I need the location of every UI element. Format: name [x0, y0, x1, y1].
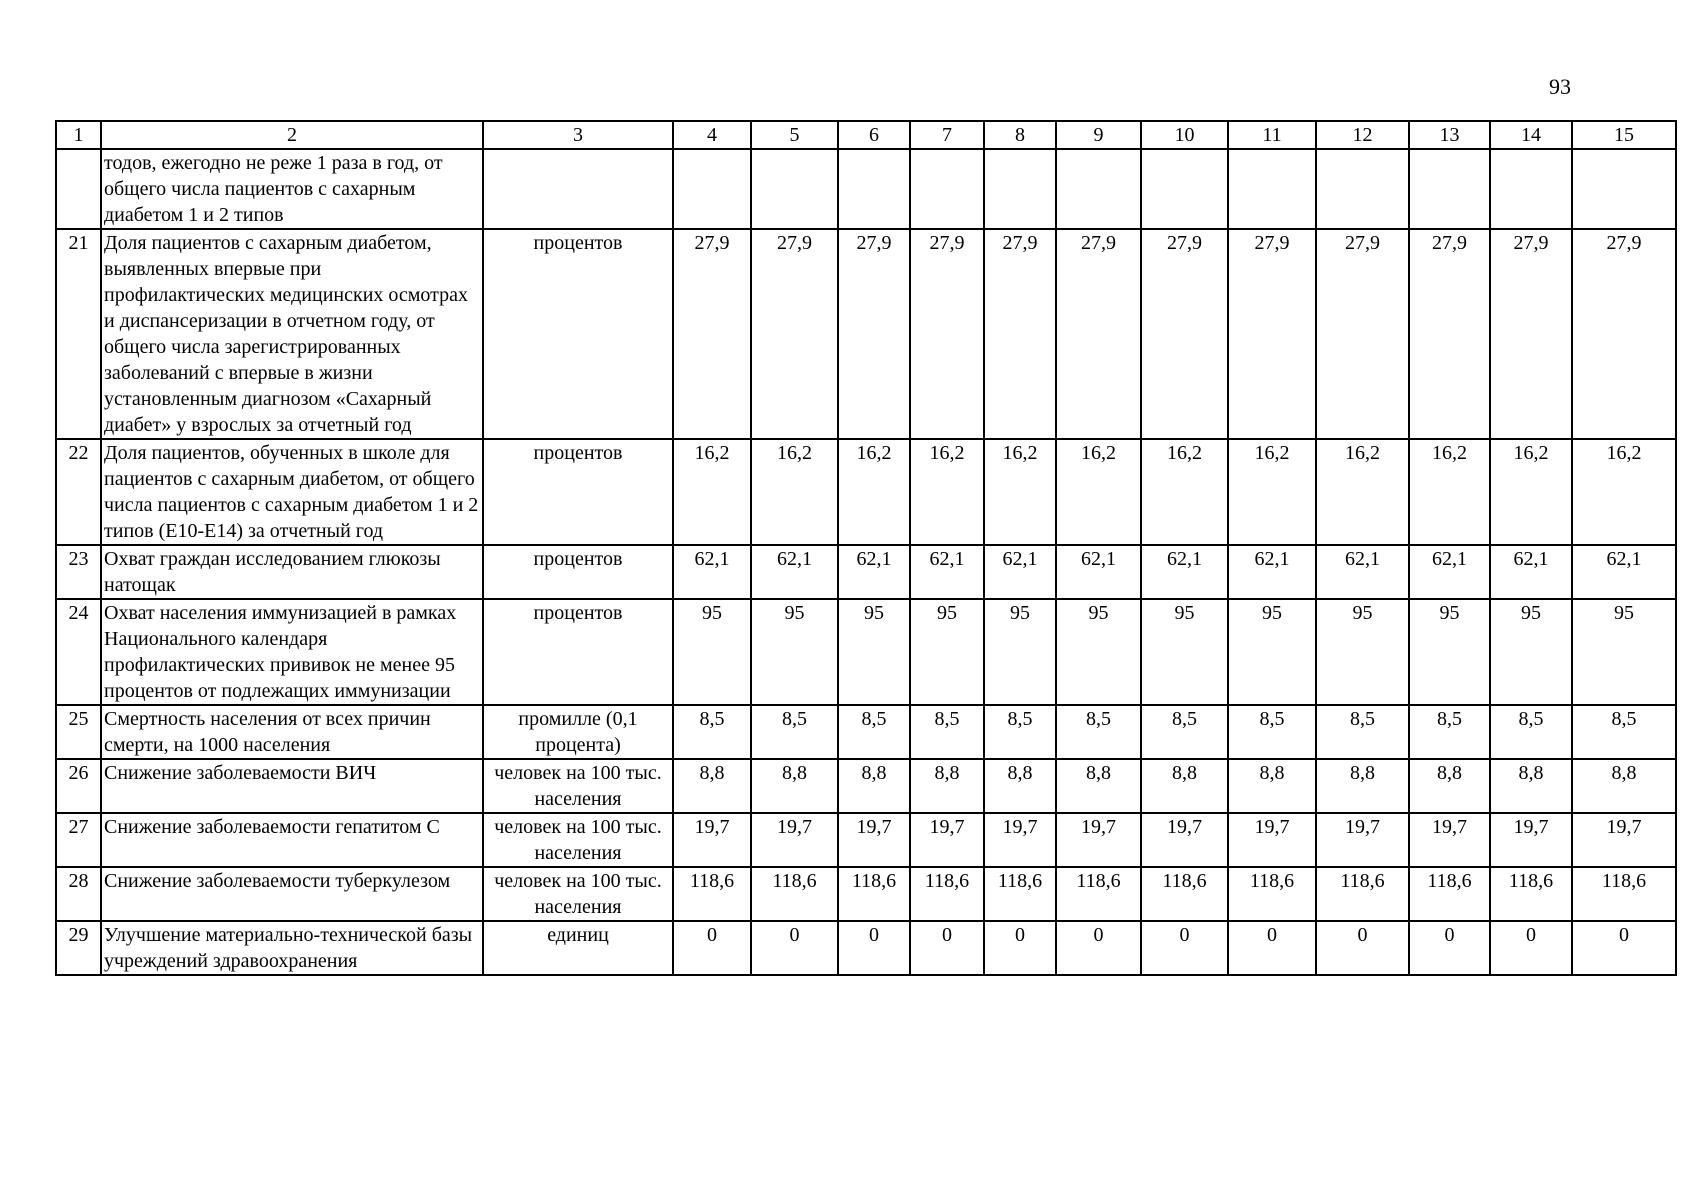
value-cell: 8,5: [910, 705, 984, 759]
value-cell: 19,7: [1056, 813, 1141, 867]
row-number-cell: 23: [56, 545, 101, 599]
value-cell: 95: [1056, 599, 1141, 705]
value-cell: 8,8: [1056, 759, 1141, 813]
value-cell: 62,1: [1228, 545, 1316, 599]
value-cell: 0: [984, 921, 1056, 975]
value-cell: 27,9: [910, 229, 984, 439]
value-cell: 8,5: [1409, 705, 1490, 759]
value-cell: 19,7: [910, 813, 984, 867]
table-row: [56, 759, 1676, 813]
value-cell: 16,2: [751, 439, 838, 545]
value-cell: 16,2: [1141, 439, 1228, 545]
value-cell: 0: [673, 921, 751, 975]
indicator-name-cell: Охват граждан исследованием глюкозы натощак: [101, 545, 483, 599]
value-cell: 95: [673, 599, 751, 705]
value-cell: 118,6: [1141, 867, 1228, 921]
unit-cell: процентов: [483, 439, 673, 545]
indicator-name-cell: Доля пациентов с сахарным диабетом, выявленных впервые при профилактических медицинских осмотрах и диспансеризации в отчетном году, от общего числа зарегистрированных заболеваний с впервые в жизни установленным диагнозом «Сахарный диабет» у взрослых за отчетный год: [101, 229, 483, 439]
value-cell: [673, 149, 751, 229]
column-header: 9: [1056, 121, 1141, 149]
value-cell: 16,2: [673, 439, 751, 545]
value-cell: 118,6: [1572, 867, 1676, 921]
value-cell: 8,5: [838, 705, 910, 759]
value-cell: 0: [838, 921, 910, 975]
value-cell: 19,7: [1572, 813, 1676, 867]
value-cell: 16,2: [1490, 439, 1572, 545]
value-cell: [1409, 149, 1490, 229]
value-cell: 16,2: [838, 439, 910, 545]
value-cell: 118,6: [838, 867, 910, 921]
value-cell: 0: [1316, 921, 1409, 975]
value-cell: 8,5: [1490, 705, 1572, 759]
value-cell: 95: [1572, 599, 1676, 705]
table-row: [56, 867, 1676, 921]
value-cell: 16,2: [1572, 439, 1676, 545]
indicator-name-cell: Снижение заболеваемости ВИЧ: [101, 759, 483, 813]
column-header: 2: [101, 121, 483, 149]
value-cell: 8,5: [1316, 705, 1409, 759]
value-cell: [838, 149, 910, 229]
value-cell: 8,8: [673, 759, 751, 813]
row-number-cell: 27: [56, 813, 101, 867]
column-header: 13: [1409, 121, 1490, 149]
value-cell: 118,6: [1228, 867, 1316, 921]
value-cell: 62,1: [1409, 545, 1490, 599]
value-cell: 27,9: [1056, 229, 1141, 439]
table-row: [56, 921, 1676, 975]
value-cell: 27,9: [838, 229, 910, 439]
value-cell: 16,2: [1056, 439, 1141, 545]
value-cell: 27,9: [1409, 229, 1490, 439]
value-cell: 62,1: [751, 545, 838, 599]
value-cell: [1490, 149, 1572, 229]
table-row: [56, 705, 1676, 759]
row-number-cell: 29: [56, 921, 101, 975]
unit-cell: процентов: [483, 229, 673, 439]
column-header: 12: [1316, 121, 1409, 149]
value-cell: 62,1: [838, 545, 910, 599]
value-cell: 27,9: [1316, 229, 1409, 439]
value-cell: [1316, 149, 1409, 229]
value-cell: 62,1: [1141, 545, 1228, 599]
row-number-cell: 28: [56, 867, 101, 921]
value-cell: 62,1: [673, 545, 751, 599]
value-cell: [1572, 149, 1676, 229]
value-cell: 27,9: [1228, 229, 1316, 439]
value-cell: 118,6: [673, 867, 751, 921]
value-cell: 16,2: [1316, 439, 1409, 545]
table-row: [56, 229, 1676, 439]
value-cell: 19,7: [1316, 813, 1409, 867]
value-cell: 27,9: [1490, 229, 1572, 439]
value-cell: 95: [1409, 599, 1490, 705]
column-header: 6: [838, 121, 910, 149]
unit-cell: процентов: [483, 545, 673, 599]
value-cell: 118,6: [1490, 867, 1572, 921]
column-header: 10: [1141, 121, 1228, 149]
value-cell: 19,7: [838, 813, 910, 867]
indicator-name-cell: Снижение заболеваемости туберкулезом: [101, 867, 483, 921]
value-cell: 8,5: [1572, 705, 1676, 759]
value-cell: 27,9: [673, 229, 751, 439]
table-row: [56, 545, 1676, 599]
value-cell: 16,2: [984, 439, 1056, 545]
table-row: [56, 439, 1676, 545]
unit-cell: промилле (0,1 процента): [483, 705, 673, 759]
value-cell: 95: [910, 599, 984, 705]
column-header: 3: [483, 121, 673, 149]
value-cell: 0: [1572, 921, 1676, 975]
indicator-name-cell: Смертность населения от всех причин смерти, на 1000 населения: [101, 705, 483, 759]
value-cell: [984, 149, 1056, 229]
value-cell: 118,6: [751, 867, 838, 921]
unit-cell: человек на 100 тыс. населения: [483, 759, 673, 813]
table-row: [56, 149, 1676, 229]
indicator-name-cell: Снижение заболеваемости гепатитом С: [101, 813, 483, 867]
value-cell: 95: [838, 599, 910, 705]
value-cell: 19,7: [673, 813, 751, 867]
column-header: 11: [1228, 121, 1316, 149]
table-body: [56, 121, 1676, 975]
value-cell: 8,5: [1228, 705, 1316, 759]
page-number: 93: [1549, 74, 1571, 99]
value-cell: 0: [1141, 921, 1228, 975]
value-cell: [910, 149, 984, 229]
value-cell: 0: [1490, 921, 1572, 975]
column-header: 5: [751, 121, 838, 149]
value-cell: 27,9: [1572, 229, 1676, 439]
value-cell: 62,1: [1056, 545, 1141, 599]
value-cell: 118,6: [984, 867, 1056, 921]
value-cell: 8,8: [1228, 759, 1316, 813]
unit-cell: единиц: [483, 921, 673, 975]
value-cell: [751, 149, 838, 229]
column-header: 15: [1572, 121, 1676, 149]
value-cell: 0: [1228, 921, 1316, 975]
value-cell: 27,9: [1141, 229, 1228, 439]
column-header: 4: [673, 121, 751, 149]
value-cell: 19,7: [751, 813, 838, 867]
table-row: [56, 599, 1676, 705]
value-cell: 95: [1141, 599, 1228, 705]
value-cell: 62,1: [1572, 545, 1676, 599]
value-cell: 19,7: [1228, 813, 1316, 867]
indicator-name-cell: Доля пациентов, обученных в школе для пациентов с сахарным диабетом, от общего числа пациентов с сахарным диабетом 1 и 2 типов (Е10-Е14) за отчетный год: [101, 439, 483, 545]
value-cell: 8,5: [1141, 705, 1228, 759]
value-cell: 8,8: [751, 759, 838, 813]
value-cell: 19,7: [1409, 813, 1490, 867]
value-cell: 62,1: [1316, 545, 1409, 599]
value-cell: 8,8: [910, 759, 984, 813]
value-cell: 8,8: [1409, 759, 1490, 813]
value-cell: 8,5: [751, 705, 838, 759]
row-number-cell: 25: [56, 705, 101, 759]
value-cell: 95: [1316, 599, 1409, 705]
value-cell: 8,8: [1141, 759, 1228, 813]
value-cell: 8,8: [1490, 759, 1572, 813]
value-cell: 95: [1228, 599, 1316, 705]
column-header: 1: [56, 121, 101, 149]
value-cell: [1228, 149, 1316, 229]
value-cell: 95: [1490, 599, 1572, 705]
value-cell: 27,9: [751, 229, 838, 439]
value-cell: 62,1: [1490, 545, 1572, 599]
value-cell: [1141, 149, 1228, 229]
indicator-name-cell: тодов, ежегодно не реже 1 раза в год, от общего числа пациентов с сахарным диабетом 1 и 2 типов: [101, 149, 483, 229]
row-number-cell: 26: [56, 759, 101, 813]
value-cell: 16,2: [1228, 439, 1316, 545]
value-cell: 95: [984, 599, 1056, 705]
row-number-cell: 21: [56, 229, 101, 439]
value-cell: 62,1: [910, 545, 984, 599]
value-cell: 8,5: [1056, 705, 1141, 759]
value-cell: 27,9: [984, 229, 1056, 439]
value-cell: [1056, 149, 1141, 229]
value-cell: 0: [1409, 921, 1490, 975]
row-number-cell: 24: [56, 599, 101, 705]
value-cell: 19,7: [984, 813, 1056, 867]
value-cell: 8,8: [1572, 759, 1676, 813]
column-header: 14: [1490, 121, 1572, 149]
row-number-cell: 22: [56, 439, 101, 545]
value-cell: 8,8: [1316, 759, 1409, 813]
indicator-name-cell: Охват населения иммунизацией в рамках Национального календаря профилактических прививок не менее 95 процентов от подлежащих иммунизации: [101, 599, 483, 705]
value-cell: 95: [751, 599, 838, 705]
indicator-name-cell: Улучшение материально-технической базы учреждений здравоохранения: [101, 921, 483, 975]
value-cell: 16,2: [1409, 439, 1490, 545]
column-header: 7: [910, 121, 984, 149]
row-number-cell: [56, 149, 101, 229]
value-cell: 0: [910, 921, 984, 975]
value-cell: 118,6: [1056, 867, 1141, 921]
value-cell: 118,6: [1316, 867, 1409, 921]
indicators-table: [55, 120, 1677, 976]
unit-cell: процентов: [483, 599, 673, 705]
value-cell: 8,8: [838, 759, 910, 813]
value-cell: 8,8: [984, 759, 1056, 813]
column-header: 8: [984, 121, 1056, 149]
unit-cell: [483, 149, 673, 229]
header-row: [56, 121, 1676, 149]
value-cell: 19,7: [1490, 813, 1572, 867]
value-cell: 118,6: [910, 867, 984, 921]
unit-cell: человек на 100 тыс. населения: [483, 813, 673, 867]
value-cell: 19,7: [1141, 813, 1228, 867]
unit-cell: человек на 100 тыс. населения: [483, 867, 673, 921]
value-cell: 0: [751, 921, 838, 975]
value-cell: 118,6: [1409, 867, 1490, 921]
value-cell: 16,2: [910, 439, 984, 545]
value-cell: 8,5: [673, 705, 751, 759]
value-cell: 8,5: [984, 705, 1056, 759]
value-cell: 62,1: [984, 545, 1056, 599]
value-cell: 0: [1056, 921, 1141, 975]
table-row: [56, 813, 1676, 867]
